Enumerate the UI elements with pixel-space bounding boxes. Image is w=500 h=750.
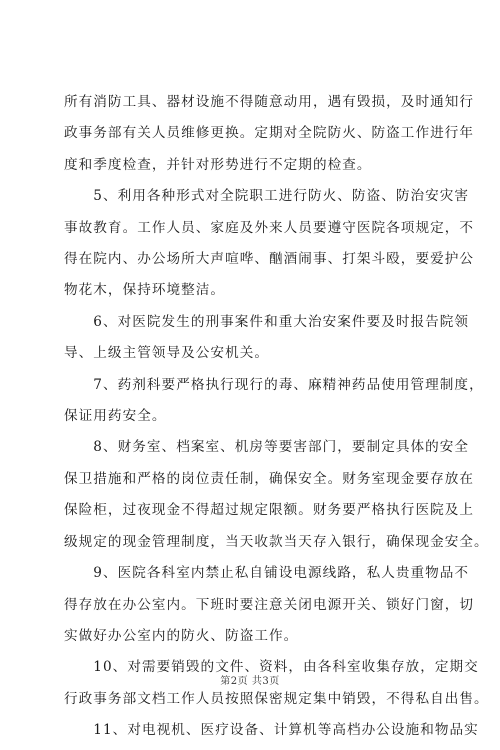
text-line: 保卫措施和严格的岗位责任制，确保安全。财务室现金要存放在 (64, 470, 475, 487)
text-line: 所有消防工具、器材设施不得随意动用，遇有毁损，及时通知行 (64, 94, 475, 110)
text-line: 11、对电视机、医疗设备、计算机等高档办公设施和物品实 (64, 722, 479, 739)
text-line: 6、对医院发生的刑事案件和重大治安案件要及时报告院领 (64, 313, 470, 330)
text-line: 5、利用各种形式对全院职工进行防火、防盗、防治安灾害 (64, 188, 470, 205)
text-line: 政事务部有关人员维修更换。定期对全院防火、防盗工作进行年 (64, 125, 475, 142)
paragraph-fire-equipment (64, 90, 475, 178)
text-line: 行政事务部文档工作人员按照保密规定集中销毁，不得私自出售。 (64, 690, 489, 707)
text-line: 保险柜，过夜现金不得超过规定限额。财务要严格执行医院及上 (64, 502, 475, 519)
document-body (64, 90, 489, 750)
paragraph-item-7 (64, 373, 484, 430)
paragraph-item-8 (64, 435, 489, 555)
text-line: 保证用药安全。 (64, 408, 167, 425)
text-line: 得存放在办公室内。下班时要注意关闭电源开关、锁好门窗，切 (64, 596, 475, 613)
text-line: 7、药剂科要严格执行现行的毒、麻精神药品使用管理制度， (64, 376, 484, 393)
paragraph-item-11 (64, 718, 479, 743)
text-line: 8、财务室、档案室、机房等要害部门，要制定具体的安全 (64, 439, 470, 456)
text-line: 级规定的现金管理制度，当天收款当天存入银行，确保现金安全。 (64, 533, 489, 550)
text-line: 物花木，保持环境整洁。 (64, 282, 226, 299)
text-line: 10、对需要销毁的文件、资料，由各科室收集存放，定期交 (64, 659, 479, 676)
text-line: 得在院内、办公场所大声喧哗、酗酒闹事、打架斗殴，要爱护公 (64, 251, 475, 268)
page-number-label: 第2页 共3页 (220, 676, 280, 687)
text-line: 事故教育。工作人员、家庭及外来人员要遵守医院各项规定，不 (64, 219, 475, 236)
text-line: 实做好办公室内的防火、防盗工作。 (64, 627, 299, 644)
paragraph-item-6 (64, 310, 470, 367)
paragraph-item-5 (64, 184, 475, 304)
text-line: 导、上级主管领导及公安机关。 (64, 345, 270, 362)
text-line: 度和季度检查，并针对形势进行不定期的检查。 (64, 156, 372, 173)
paragraph-item-9 (64, 561, 475, 649)
page-footer (0, 672, 500, 687)
text-line: 9、医院各科室内禁止私自铺设电源线路，私人贵重物品不 (64, 565, 470, 582)
